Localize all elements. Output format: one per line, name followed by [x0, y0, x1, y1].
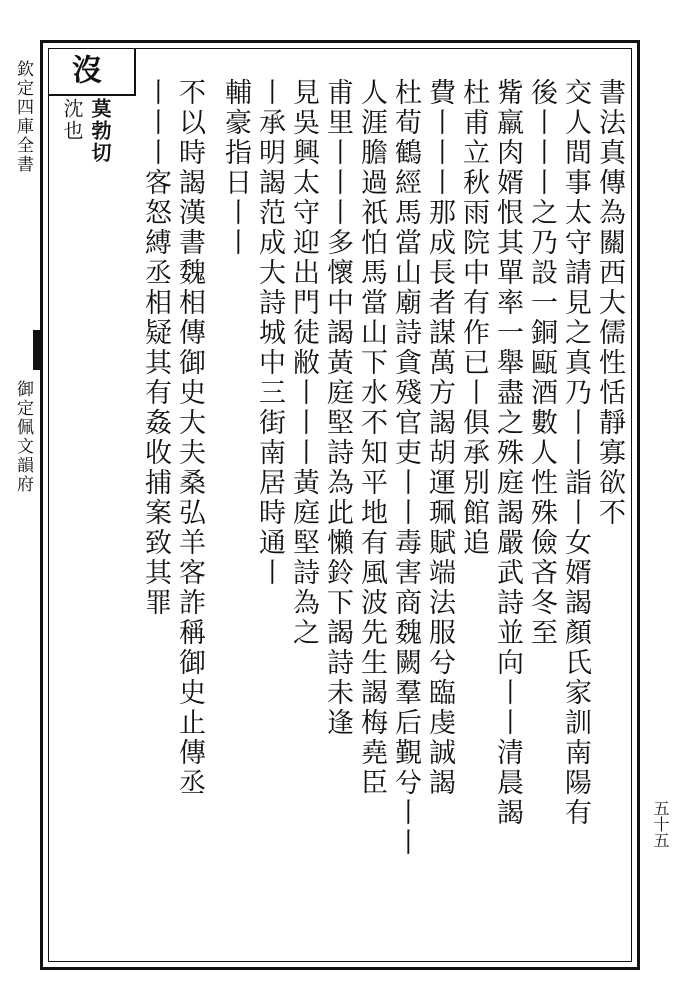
- text-column-14: 丨丨丨客怒縛丞相疑其有姦收捕案致其罪: [140, 78, 171, 618]
- page-number: 五十五: [651, 800, 670, 848]
- text-column-8: 人涯膽過祇怕馬當山下水不知平地有風波先生謁梅堯臣: [356, 78, 387, 798]
- text-column-4: 觜羸肉婿恨其單率一舉盡之殊庭謁嚴武詩並向丨丨清晨謁: [492, 78, 523, 828]
- headword-gloss: 莫勃切: [88, 98, 112, 164]
- text-column-11: 丨承明謁范成大詩城中三街南居時通丨: [254, 78, 285, 588]
- side-title: 御定佩文韻府: [13, 380, 33, 494]
- headword: 沒: [66, 54, 101, 84]
- text-column-13: 不以時謁漢書魏相傳御史大夫桑弘羊客詐稱御史止傳丞: [174, 78, 205, 798]
- fold-mark: [33, 330, 43, 370]
- headword-gloss-2: 沈也: [60, 98, 84, 142]
- text-column-9: 甫里丨丨丨多懷中謁黃庭堅詩為此懶鈴下謁詩未逢: [322, 78, 353, 738]
- side-title-top: 欽定四庫全書: [13, 60, 33, 174]
- text-column-5: 杜甫立秋雨院中有作已丨俱承別館追: [458, 78, 489, 558]
- text-column-3: 後丨丨丨之乃設一銅甌酒數人性殊儉吝冬至: [526, 78, 557, 648]
- text-column-2: 交人間事太守請見之真乃丨丨詣丨女婿謁顏氏家訓南陽有: [560, 78, 591, 828]
- text-column-7: 杜荀鶴經馬當山廟詩貪殘官吏丨丨毒害商魏闕羣后覲兮丨丨: [390, 78, 421, 858]
- text-column-6: 費丨丨丨那成長者謀萬方謁胡運珮賦端法服兮臨虔誠謁: [424, 78, 455, 798]
- text-column-12: 輔豪指日丨丨: [220, 78, 251, 258]
- text-column-1: 書法真傳為關西大儒性恬靜寡欲不: [594, 78, 625, 528]
- text-column-10: 見吳興太守迎出門徒敝丨丨丨黃庭堅詩為之: [288, 78, 319, 648]
